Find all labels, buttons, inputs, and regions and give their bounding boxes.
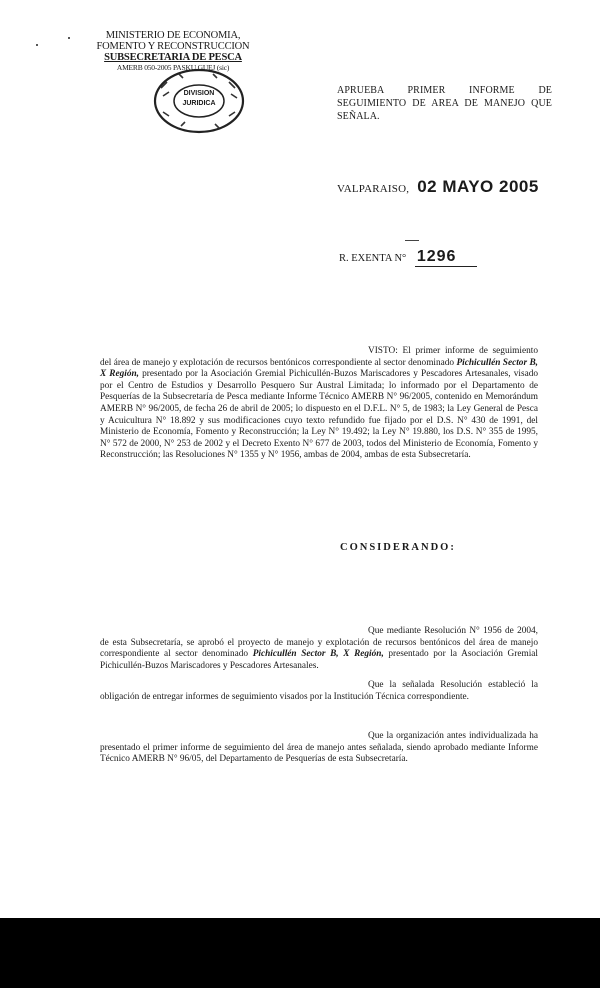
- visto-sector: Pichicullén Sector B, X Región,: [100, 357, 538, 380]
- resolution-label: R. EXENTA N°: [339, 253, 407, 264]
- considerando-paragraph-2: [100, 680, 538, 703]
- visto-text-2: presentado por la Asociación Gremial Pichicullén-Buzos Mariscadores y Pescadores Artesanales, visado por el Centro de Estudios y Desarrollo Pesquero Sur Austral Limitada; lo informado por el Departamento de Pesquerías de la Subsecretaría de Pesca mediante Informe Técnico AMERB N° 96/2005, contenido en Memorándum AMERB N° 96/2005, de fecha 26 de abril de 2005; lo dispuesto en el D.F.L. N° 5, de 1983; la Ley General de Pesca y Acuicultura N° 18.892 y sus modificaciones cuyo texto refundido fue fijado por el D.S. N° 430 de 1991, del Ministerio de Economía, Fomento y Reconstrucción; la Ley N° 19.492; la Ley N° 19.880, los D.S. N° 355 de 1995, N° 572 de 2000, N° 253 de 2002 y el Decreto Exento N° 677 de 2003, todos del Ministerio de Economía, Fomento y Reconstrucción; las Resoluciones N° 1355 y N° 1956, ambas de 2004, ambas de esta Subsecretaría.: [100, 369, 538, 461]
- scan-speck: [36, 44, 38, 46]
- visto-lead: VISTO: El primer informe de seguimiento del: [100, 346, 538, 368]
- visto-text-1: área de manejo y explotación de recursos bentónicos correspondiente al sector denominado: [113, 357, 457, 368]
- date-place: VALPARAISO,: [337, 183, 410, 195]
- resolution-number: 1296: [415, 248, 477, 267]
- considerando-paragraph-1: [100, 626, 538, 672]
- ministry-header: [88, 30, 258, 72]
- seal-text-value: DIVISION JURIDICA: [182, 90, 216, 107]
- ministry-line-2: FOMENTO Y RECONSTRUCCION: [96, 41, 250, 52]
- resolution-number-line: [339, 248, 477, 267]
- subsecretaria-line: SUBSECRETARIA DE PESCA: [104, 52, 242, 63]
- resolution-dash: [405, 240, 419, 241]
- p1-lead: Que mediante Resolución N° 1956 de 2004,: [368, 626, 538, 636]
- scan-speck: [68, 37, 70, 39]
- p2-text: obligación de entregar informes de seguimiento visados por la Institución Técnica correspondiente.: [100, 691, 470, 702]
- p3-text: presentado el primer informe de seguimiento del área de manejo antes señalada, siendo aprobado mediante Informe Técnico AMERB N° 96/05, del Departamento de Pesquerías de esta Subsecretaría.: [100, 742, 538, 765]
- seal-text: [176, 89, 222, 109]
- date-line: [337, 177, 539, 197]
- ministry-line-1: MINISTERIO DE ECONOMIA,: [105, 30, 241, 41]
- considerando-heading: CONSIDERANDO:: [340, 542, 456, 553]
- scan-border-bottom: [0, 918, 600, 988]
- p1-text-2: presentado por la Asociación Gremial Pichicullén-Buzos Mariscadores y Pescadores Artesanales.: [100, 649, 538, 671]
- reference-code: AMERB 050-2005 PASKU GUEJ (sic): [116, 63, 230, 72]
- p3-lead: Que la organización antes individualizada ha: [368, 731, 538, 741]
- p2-lead: Que la señalada Resolución estableció la: [368, 680, 538, 690]
- considerando-paragraph-3: [100, 731, 538, 766]
- p1-sector: Pichicullén Sector B, X Región,: [252, 649, 384, 660]
- visto-paragraph: [100, 346, 538, 462]
- p1-text-1: de esta Subsecretaría, se aprobó el proyecto de manejo y explotación de recursos bentónicos del área de manejo correspondiente al sector denominado: [100, 637, 538, 660]
- resolution-subject: APRUEBA PRIMER INFORME DE SEGUIMIENTO DE AREA DE MANEJO QUE SEÑALA.: [337, 85, 552, 122]
- date-stamp: 02 MAYO 2005: [417, 177, 539, 196]
